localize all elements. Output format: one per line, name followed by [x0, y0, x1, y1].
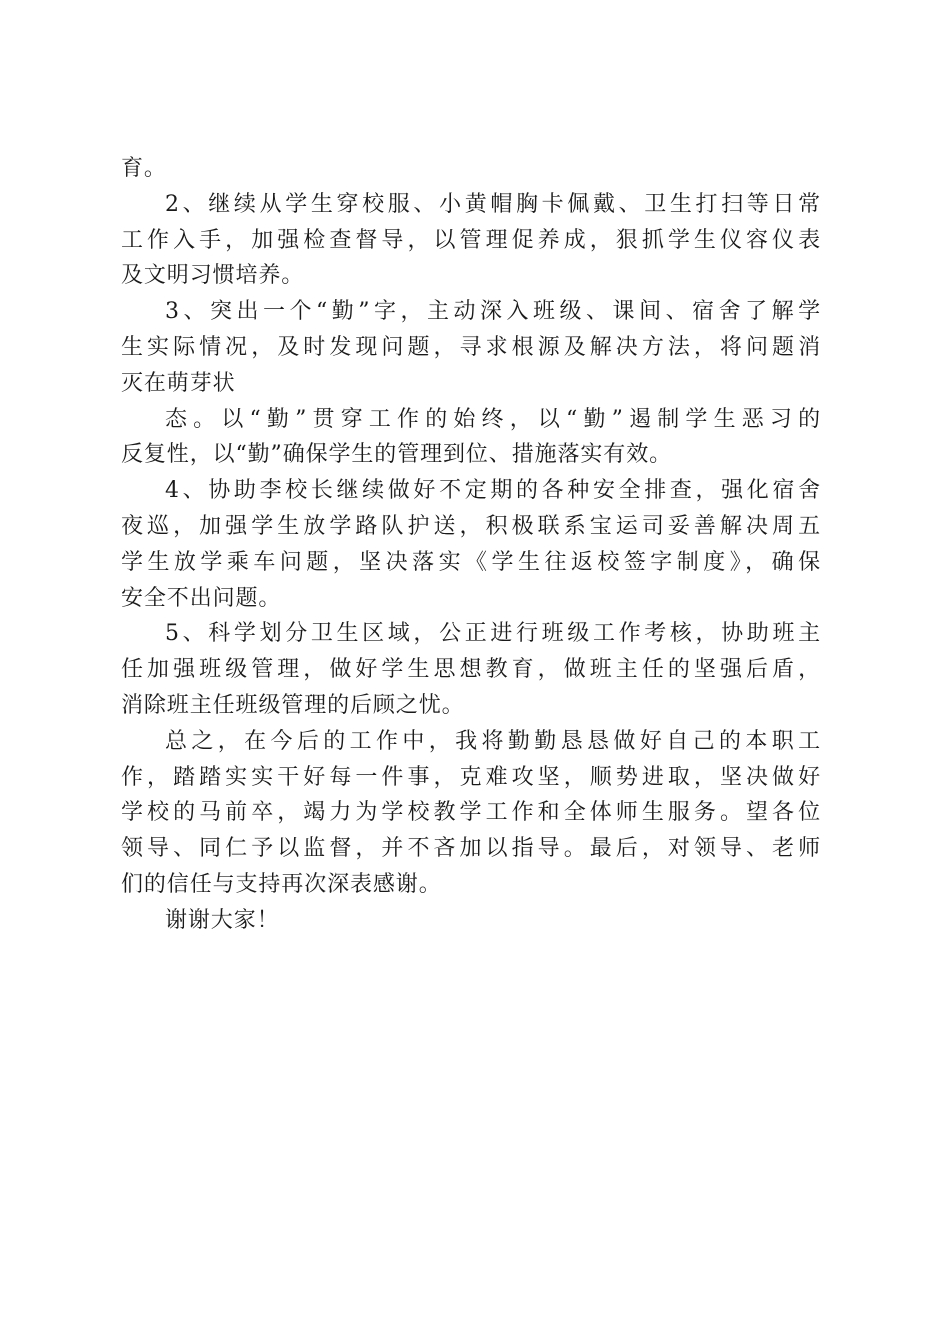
text-line: 安全不出问题。	[121, 585, 282, 611]
text-line: 学校的马前卒，竭力为学校教学工作和全体师生服务。望各位	[121, 800, 821, 826]
paragraph-continuation	[121, 151, 821, 187]
text-line: 5、科学划分卫生区域，公正进行班级工作考核，协助班主	[165, 621, 821, 647]
text-line: 任加强班级管理，做好学生思想教育，做班主任的坚强后盾，	[121, 657, 821, 683]
paragraph-item-3-continued	[121, 402, 821, 474]
text-line: 总之，在今后的工作中，我将勤勤恳恳做好自己的本职工	[165, 728, 821, 754]
text-line: 育。	[121, 156, 167, 181]
text-line: 夜巡，加强学生放学路队护送，积极联系宝运司妥善解决周五	[121, 513, 821, 539]
text-line: 工作入手，加强检查督导，以管理促养成，狠抓学生仪容仪表	[121, 227, 821, 253]
text-line: 3、突出一个“勤”字，主动深入班级、课间、宿舍了解学	[165, 299, 821, 325]
text-line: 及文明习惯培养。	[121, 263, 305, 289]
text-line: 灭在萌芽状	[121, 370, 236, 396]
text-line: 2、继续从学生穿校服、小黄帽胸卡佩戴、卫生打扫等日常	[165, 191, 821, 217]
text-line: 反复性，以“勤”确保学生的管理到位、措施落实有效。	[121, 442, 672, 468]
text-line: 态。以“勤”贯穿工作的始终，以“勤”遏制学生恶习的	[165, 406, 821, 432]
paragraph-closing-thanks	[121, 903, 821, 939]
paragraph-item-3	[121, 294, 821, 401]
document-body	[121, 151, 821, 939]
text-line: 领导、同仁予以监督，并不吝加以指导。最后，对领导、老师	[121, 836, 821, 862]
paragraph-item-4	[121, 473, 821, 616]
text-line: 谢谢大家！	[165, 907, 280, 933]
text-line: 4、协助李校长继续做好不定期的各种安全排查，强化宿舍	[165, 478, 821, 504]
paragraph-item-5	[121, 616, 821, 723]
text-line: 们的信任与支持再次深表感谢。	[121, 871, 442, 897]
text-line: 消除班主任班级管理的后顾之忧。	[121, 692, 465, 718]
paragraph-item-2	[121, 187, 821, 294]
paragraph-conclusion	[121, 724, 821, 903]
text-line: 学生放学乘车问题，坚决落实《学生往返校签字制度》，确保	[121, 549, 821, 575]
text-line: 作，踏踏实实干好每一件事，克难攻坚，顺势进取，坚决做好	[121, 764, 821, 790]
text-line: 生实际情况，及时发现问题，寻求根源及解决方法，将问题消	[121, 334, 821, 360]
